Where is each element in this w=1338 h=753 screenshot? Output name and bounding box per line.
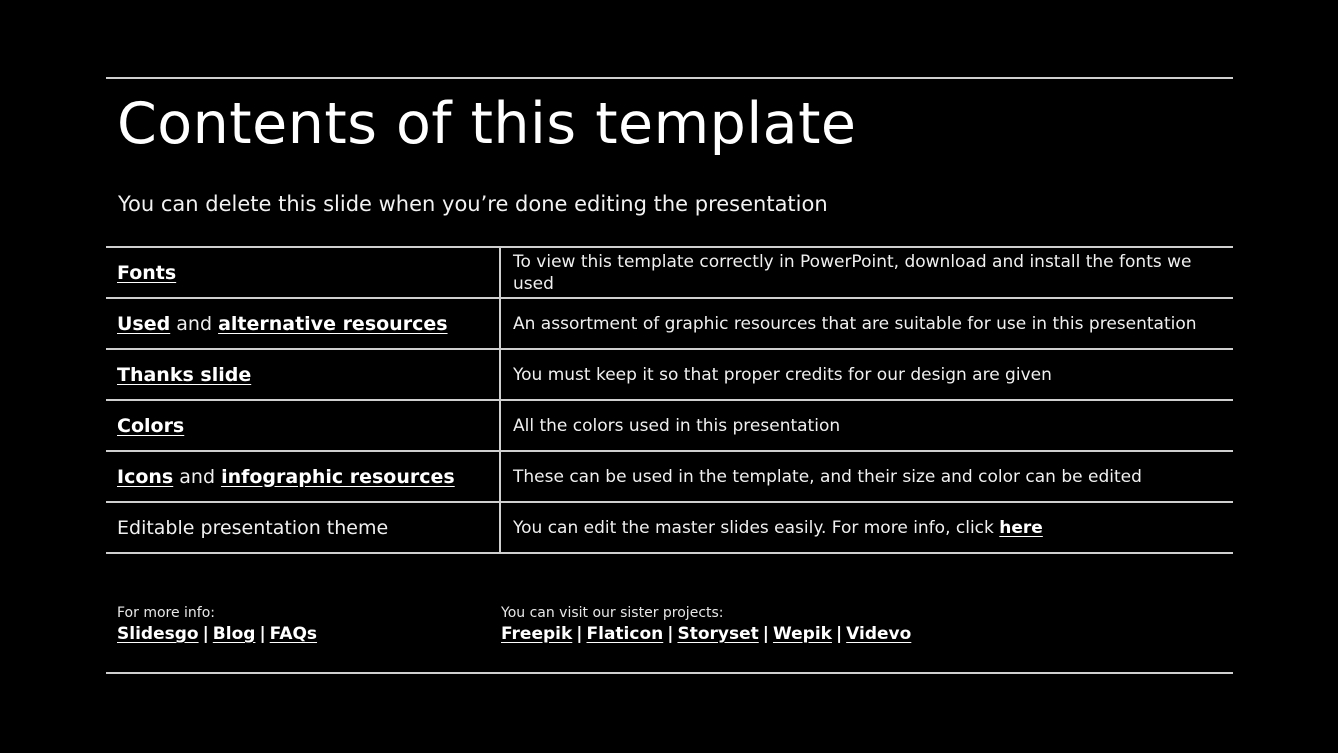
wepik-link[interactable]: Wepik	[772, 624, 832, 644]
table-row	[106, 502, 1233, 553]
description-text: These can be used in the template, and their size and color can be edited	[513, 466, 1142, 487]
storyset-link[interactable]: Storyset	[677, 624, 759, 644]
row-description-cell	[500, 400, 1233, 451]
footer-more-info	[117, 604, 317, 646]
row-topic-cell	[106, 247, 500, 298]
topic-text: Editable presentation theme	[117, 516, 389, 539]
used-link[interactable]: Used	[117, 312, 171, 335]
table-row	[106, 298, 1233, 349]
table-row	[106, 349, 1233, 400]
row-description-cell	[500, 502, 1233, 553]
faqs-link[interactable]: FAQs	[269, 624, 318, 644]
infographic-resources-link[interactable]: infographic resources	[221, 465, 455, 488]
row-description-cell	[500, 298, 1233, 349]
videvo-link[interactable]: Videvo	[846, 624, 912, 644]
slidesgo-link[interactable]: Slidesgo	[117, 624, 199, 644]
icons-link[interactable]: Icons	[117, 465, 174, 488]
flaticon-link[interactable]: Flaticon	[586, 624, 664, 644]
link-separator: |	[202, 624, 209, 644]
freepik-link[interactable]: Freepik	[501, 624, 573, 644]
row-topic-cell	[106, 400, 500, 451]
slide-subtitle: You can delete this slide when you’re done editing the presentation	[118, 192, 828, 216]
row-topic-cell	[106, 349, 500, 400]
row-description-cell	[500, 349, 1233, 400]
table-row	[106, 400, 1233, 451]
alternative-resources-link[interactable]: alternative resources	[218, 312, 448, 335]
description-text: You can edit the master slides easily. For more info, click	[513, 517, 1000, 538]
footer-sister-projects	[501, 604, 911, 646]
topic-text: and	[170, 312, 219, 335]
footer-more-info-links	[117, 622, 317, 646]
footer-more-info-label: For more info:	[117, 605, 216, 621]
top-divider	[106, 77, 1233, 79]
link-separator: |	[835, 624, 843, 644]
bottom-divider	[106, 672, 1233, 674]
colors-link[interactable]: Colors	[117, 414, 185, 437]
thanks-slide-link[interactable]: Thanks slide	[117, 363, 252, 386]
row-topic-cell	[106, 502, 500, 553]
row-description-cell	[500, 247, 1233, 298]
description-text: All the colors used in this presentation	[513, 415, 841, 436]
contents-table	[106, 246, 1233, 554]
footer-sister-projects-links	[501, 622, 911, 646]
fonts-link[interactable]: Fonts	[117, 261, 177, 284]
row-topic-cell	[106, 451, 500, 502]
footer-sister-projects-label: You can visit our sister projects:	[501, 605, 724, 621]
slide-title: Contents of this template	[117, 91, 857, 157]
link-separator: |	[259, 624, 266, 644]
row-description-cell	[500, 451, 1233, 502]
link-separator: |	[762, 624, 769, 644]
link-separator: |	[667, 624, 674, 644]
blog-link[interactable]: Blog	[212, 624, 256, 644]
description-text: You must keep it so that proper credits for our design are given	[513, 364, 1052, 385]
table-row	[106, 451, 1233, 502]
link-separator: |	[576, 624, 583, 644]
topic-text: and	[173, 465, 222, 488]
row-topic-cell	[106, 298, 500, 349]
here-link[interactable]: here	[999, 517, 1043, 538]
description-text: An assortment of graphic resources that are suitable for use in this presentation	[513, 313, 1197, 334]
table-row	[106, 247, 1233, 298]
description-text: To view this template correctly in PowerPoint, download and install the fonts we used	[513, 251, 1192, 294]
